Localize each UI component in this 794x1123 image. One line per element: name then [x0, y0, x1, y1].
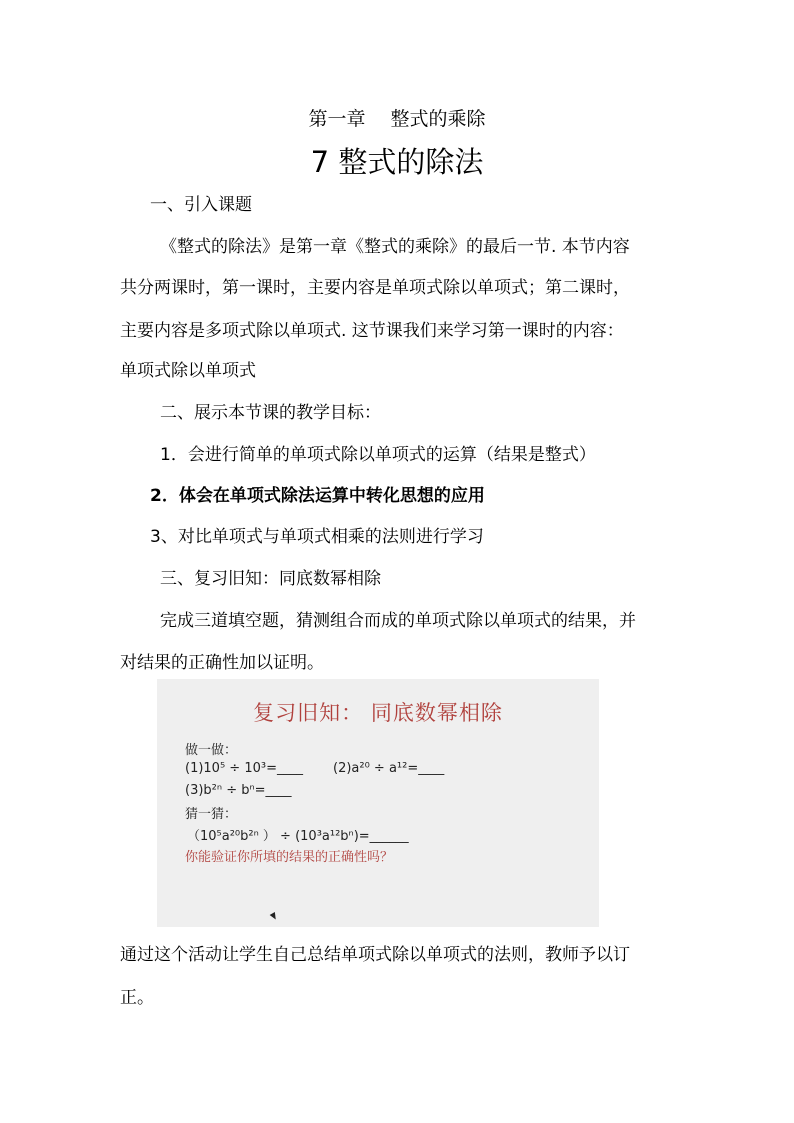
- paragraph-line: 单项式除以单项式: [120, 361, 256, 381]
- section-heading-goals: 二、展示本节课的教学目标：: [160, 403, 381, 423]
- goal-item: 1．会进行简单的单项式除以单项式的运算（结果是整式）: [160, 445, 596, 465]
- paragraph-line: 通过这个活动让学生自己总结单项式除以单项式的法则，教师予以订: [120, 945, 630, 965]
- goal-item: 2．体会在单项式除法运算中转化思想的应用: [150, 486, 485, 506]
- paragraph-line: 完成三道填空题，猜测组合而成的单项式除以单项式的结果，并: [160, 611, 636, 631]
- paragraph-line: 正。: [120, 988, 154, 1008]
- goal-item: 3、对比单项式与单项式相乘的法则进行学习: [150, 527, 484, 547]
- slide-question-2: (2)a²⁰ ÷ a¹²=____: [333, 761, 445, 776]
- paragraph-line: 对结果的正确性加以证明。: [120, 653, 324, 673]
- section-heading-intro: 一、引入课题: [150, 195, 252, 215]
- page-title: 7 整式的除法: [310, 145, 484, 179]
- slide-title: 复习旧知： 同底数幂相除: [253, 701, 503, 725]
- slide-verify-question: 你能验证你所填的结果的正确性吗？: [185, 850, 394, 865]
- slide-question-3: (3)b²ⁿ ÷ bⁿ=____: [185, 783, 292, 798]
- slide-question-1: (1)10⁵ ÷ 10³=____: [185, 761, 303, 776]
- slide-guess-expression: （10⁵a²⁰b²ⁿ ） ÷ (10³a¹²bⁿ)=______: [187, 829, 409, 844]
- section-heading-review: 三、复习旧知：同底数幂相除: [160, 569, 381, 589]
- slide-image: [157, 679, 599, 927]
- paragraph-line: 《整式的除法》是第一章《整式的乘除》的最后一节. 本节内容: [160, 237, 630, 257]
- slide-guess-label: 猜一猜：: [185, 807, 238, 822]
- slide-do-label: 做一做：: [185, 743, 238, 758]
- paragraph-line: 共分两课时，第一课时，主要内容是单项式除以单项式；第二课时，: [120, 278, 630, 298]
- paragraph-line: 主要内容是多项式除以单项式. 这节课我们来学习第一课时的内容：: [120, 321, 624, 341]
- chapter-heading: 第一章 整式的乘除: [308, 108, 486, 130]
